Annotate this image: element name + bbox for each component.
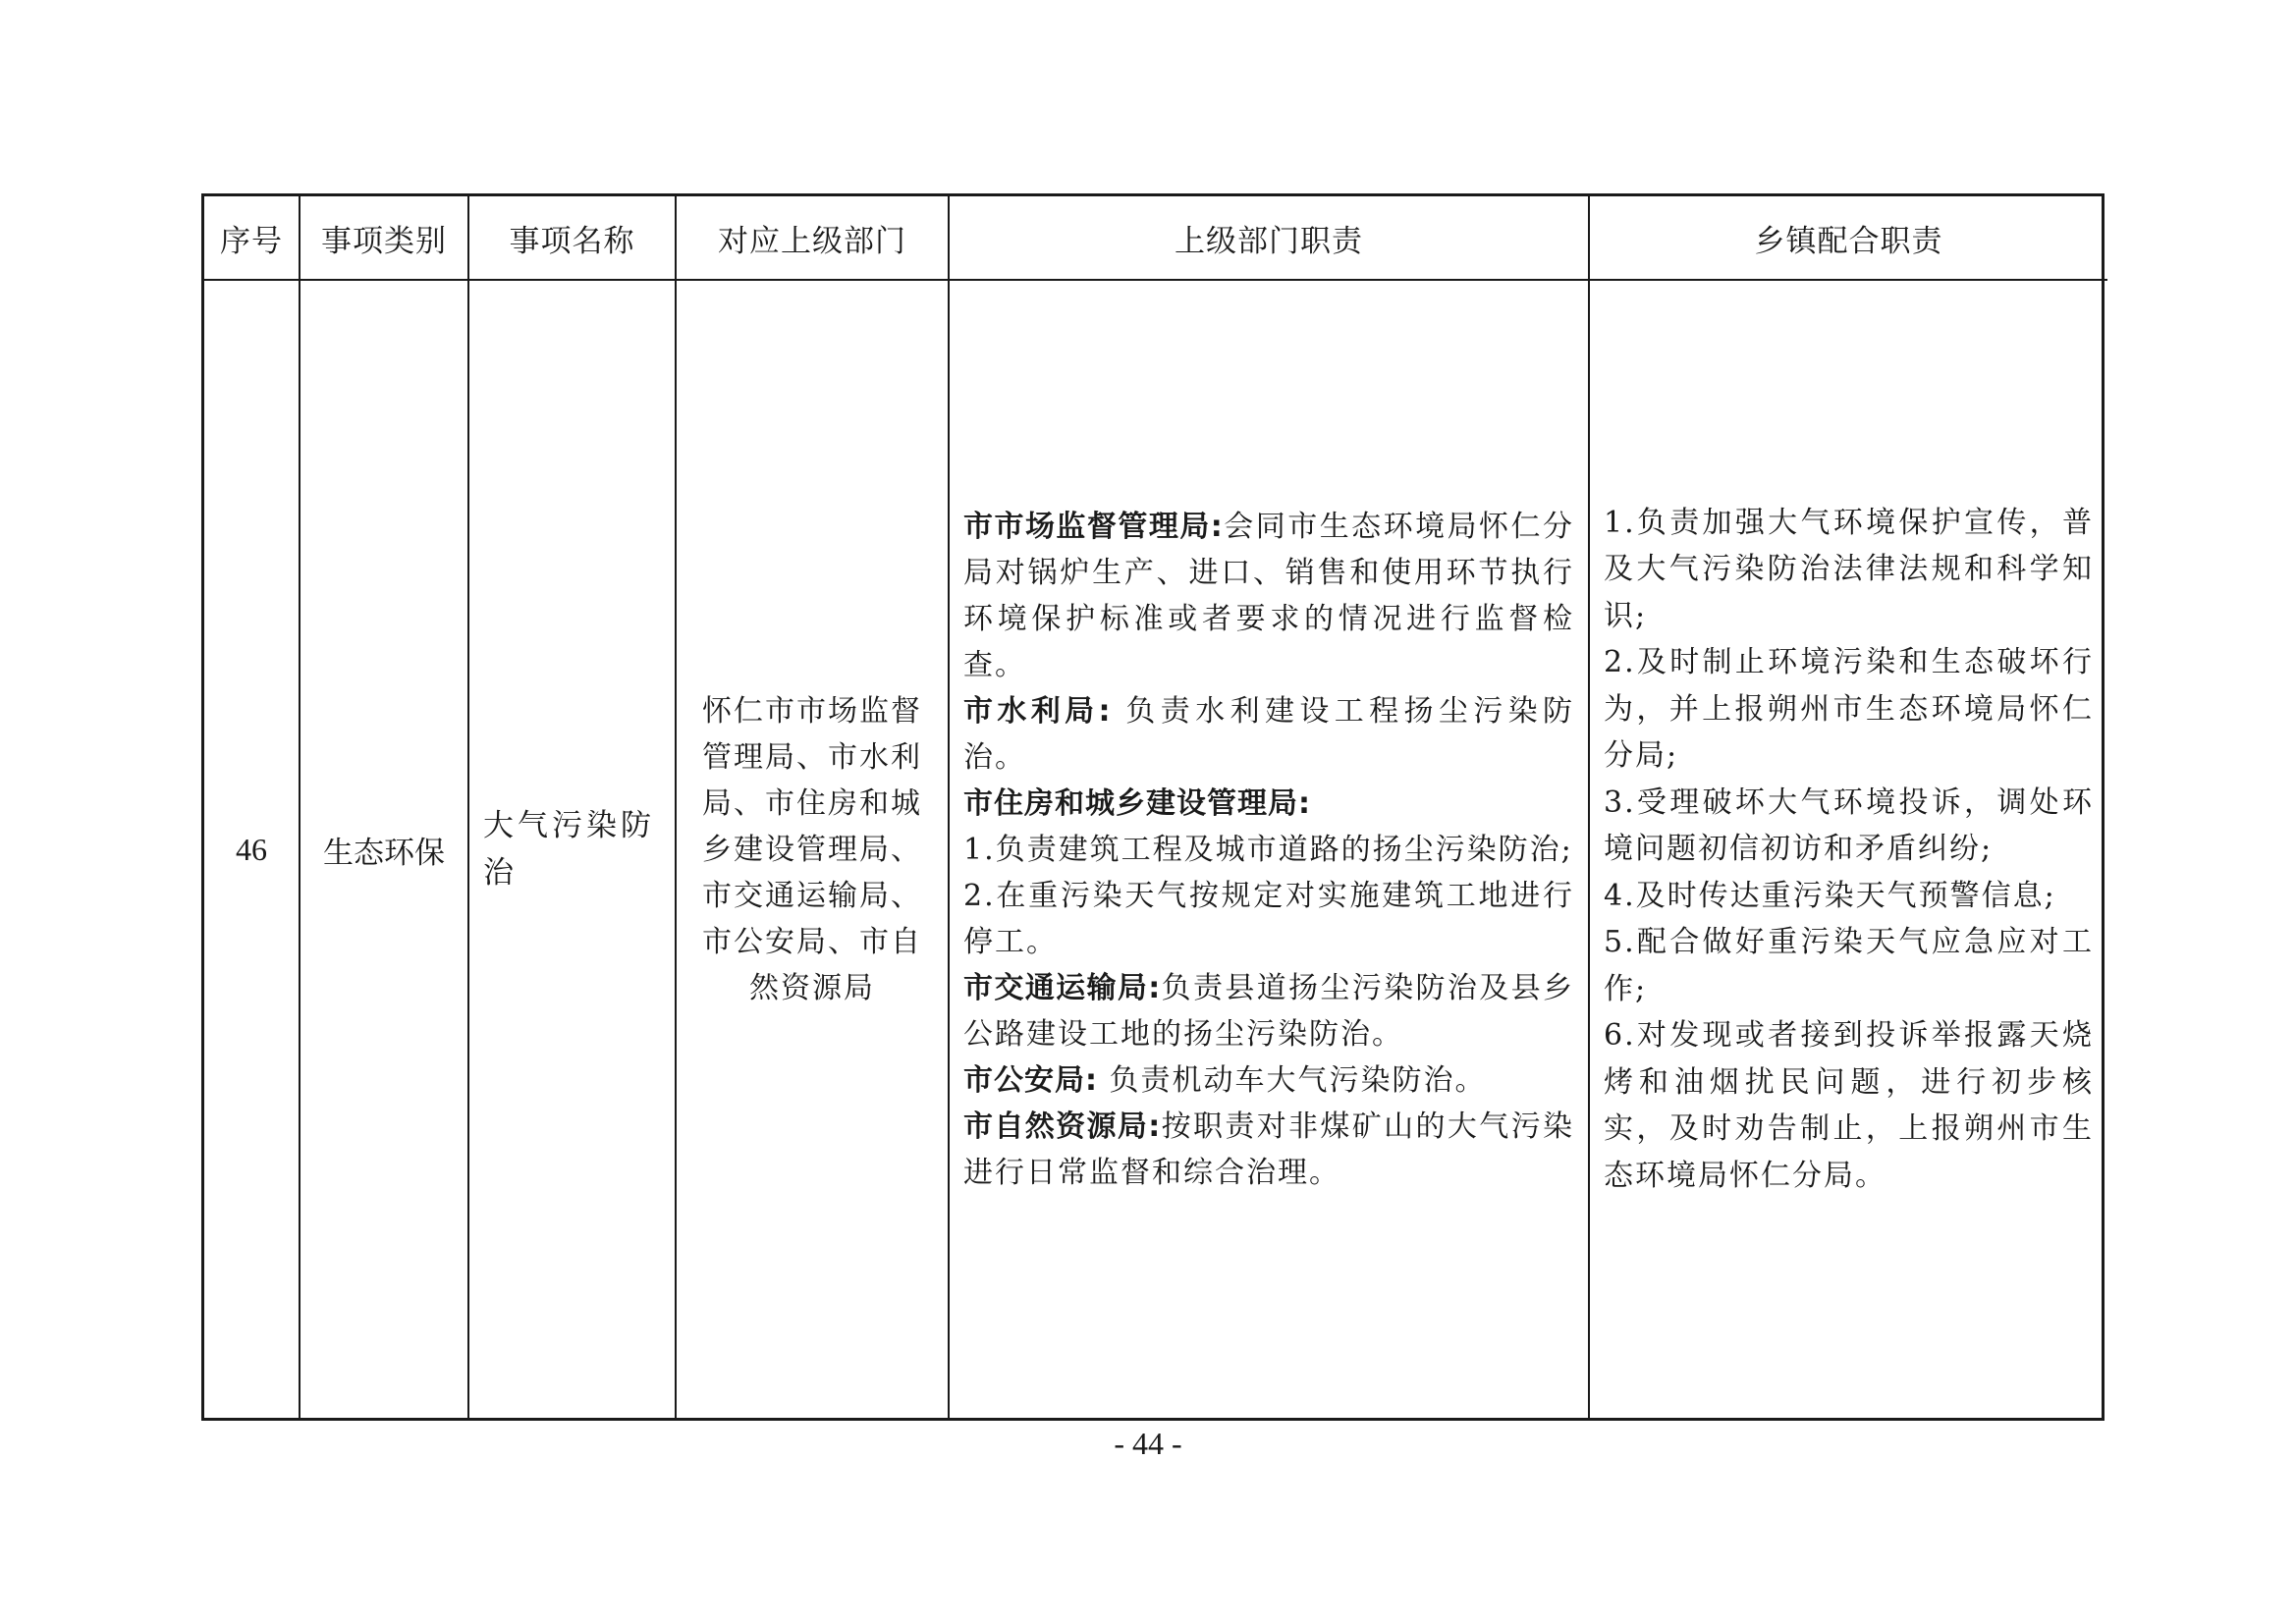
duty-paragraph bbox=[963, 873, 1574, 965]
duty-paragraph bbox=[963, 1104, 1574, 1196]
header-item-name: 事项名称 bbox=[468, 196, 676, 280]
town-duty-item: 4.及时传达重污染天气预警信息; bbox=[1604, 878, 2056, 913]
table-header-row bbox=[204, 196, 2107, 280]
header-town-duties: 乡镇配合职责 bbox=[1589, 196, 2107, 280]
duty-paragraph bbox=[963, 827, 1574, 873]
duty-paragraph bbox=[963, 1057, 1574, 1104]
header-superior-duties: 上级部门职责 bbox=[949, 196, 1589, 280]
duty-paragraph bbox=[963, 965, 1574, 1057]
page-number: - 44 - bbox=[1114, 1426, 1182, 1461]
duty-dept-label: 市交通运输局: bbox=[963, 970, 1162, 1005]
duty-text: 1.负责建筑工程及城市道路的扬尘污染防治; bbox=[963, 832, 1573, 867]
header-category: 事项类别 bbox=[300, 196, 468, 280]
row-item-name: 大气污染防治 bbox=[468, 280, 676, 1418]
duty-text: 负责水利建设工程扬尘污染防治。 bbox=[963, 693, 1574, 775]
row-departments: 怀仁市市场监督管理局、市水利局、市住房和城乡建设管理局、市交通运输局、市公安局、市自然资源局 bbox=[676, 280, 949, 1418]
header-superior-department: 对应上级部门 bbox=[676, 196, 949, 280]
duty-dept-label: 市自然资源局: bbox=[963, 1109, 1162, 1144]
row-superior-duties bbox=[949, 280, 1589, 1418]
duty-text: 负责县道扬尘污染防治及县乡公路建设工地的扬尘污染防治。 bbox=[963, 970, 1575, 1052]
row-serial-number: 46 bbox=[204, 280, 300, 1418]
town-duty-item: 1.负责加强大气环境保护宣传，普及大气污染防治法律法规和科学知识; bbox=[1604, 505, 2094, 633]
duty-text: 2.在重污染天气按规定对实施建筑工地进行停工。 bbox=[963, 878, 1574, 959]
header-serial: 序号 bbox=[204, 196, 300, 280]
duty-paragraph bbox=[963, 781, 1574, 827]
duty-paragraph bbox=[963, 688, 1574, 781]
duty-dept-label: 市市场监督管理局: bbox=[963, 509, 1224, 544]
duty-dept-label: 市住房和城乡建设管理局: bbox=[963, 785, 1311, 821]
town-duty-item: 2.及时制止环境污染和生态破坏行为，并上报朔州市生态环境局怀仁分局; bbox=[1604, 645, 2094, 774]
duty-paragraph bbox=[963, 504, 1574, 688]
table-row bbox=[204, 280, 2107, 1418]
duty-text: 按职责对非煤矿山的大气污染进行日常监督和综合治理。 bbox=[963, 1109, 1575, 1190]
duty-dept-label: 市公安局: bbox=[963, 1062, 1098, 1098]
duty-dept-label: 市水利局: bbox=[963, 693, 1112, 729]
town-duty-item: 5.配合做好重污染天气应急应对工作; bbox=[1604, 925, 2094, 1006]
row-category: 生态环保 bbox=[300, 280, 468, 1418]
town-duty-item: 3.受理破坏大气环境投诉，调处环境问题初信初访和矛盾纠纷; bbox=[1604, 784, 2094, 867]
town-duty-item: 6.对发现或者接到投诉举报露天烧烤和油烟扰民问题，进行初步核实，及时劝告制止，上报朔州市生态环境局怀仁分局。 bbox=[1604, 1018, 2094, 1193]
row-town-duties bbox=[1589, 280, 2107, 1418]
responsibility-table bbox=[201, 193, 2105, 1421]
duty-text: 负责机动车大气污染防治。 bbox=[1098, 1062, 1487, 1098]
table-grid bbox=[204, 196, 2107, 1418]
duty-text: 会同市生态环境局怀仁分局对锅炉生产、进口、销售和使用环节执行环境保护标准或者要求的情况进行监督检查。 bbox=[963, 509, 1575, 682]
